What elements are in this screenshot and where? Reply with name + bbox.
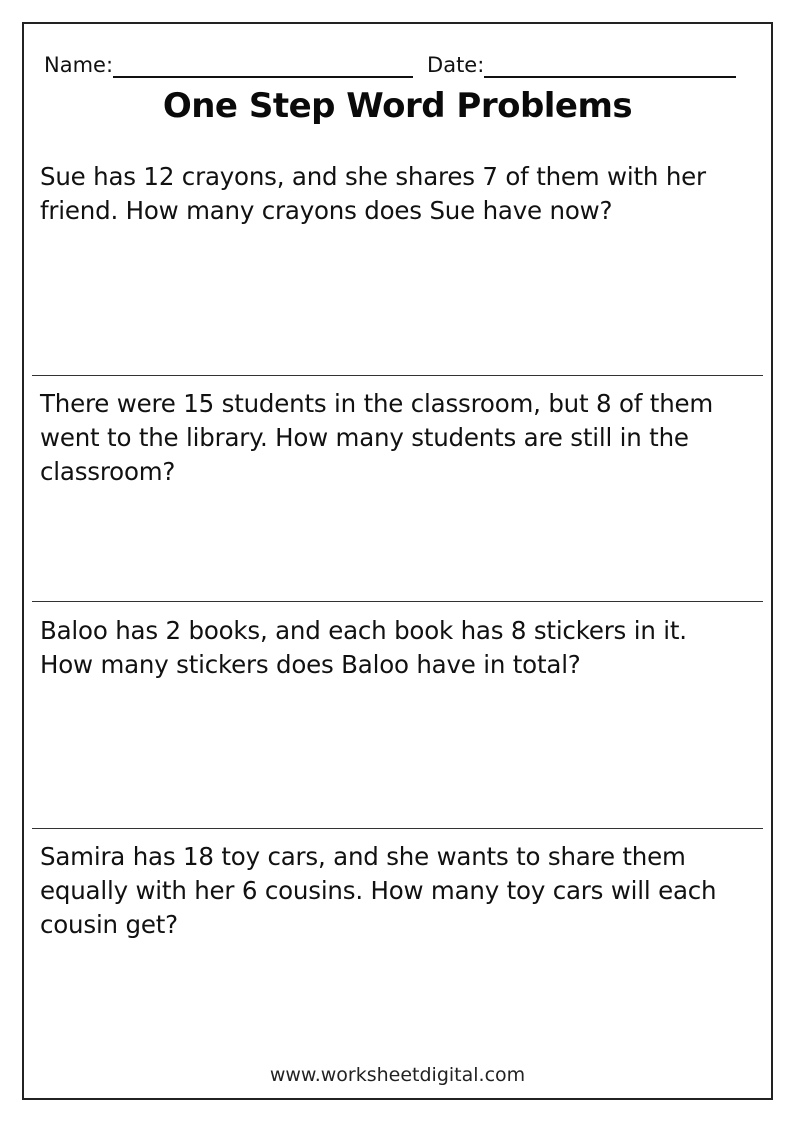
divider-1: [32, 375, 763, 376]
problem-1-text: Sue has 12 crayons, and she shares 7 of them with her friend. How many crayons does Sue have now?: [40, 162, 706, 225]
date-field[interactable]: [484, 54, 736, 78]
worksheet-page: [22, 22, 773, 1100]
problem-2-text: There were 15 students in the classroom, but 8 of them went to the library. How many students are still in the classroom?: [40, 389, 714, 486]
divider-3: [32, 828, 763, 829]
date-label: Date:: [427, 53, 485, 77]
divider-2: [32, 601, 763, 602]
footer-website: www.worksheetdigital.com: [269, 1064, 526, 1086]
page-title: One Step Word Problems: [162, 86, 633, 126]
problem-4-text: Samira has 18 toy cars, and she wants to share them equally with her 6 cousins. How many toy cars will each cousin get?: [40, 842, 717, 939]
problem-3-text: Baloo has 2 books, and each book has 8 stickers in it. How many stickers does Baloo have in total?: [40, 616, 687, 679]
name-label: Name:: [44, 53, 114, 77]
header-row: [44, 48, 754, 78]
name-field[interactable]: [113, 54, 413, 78]
